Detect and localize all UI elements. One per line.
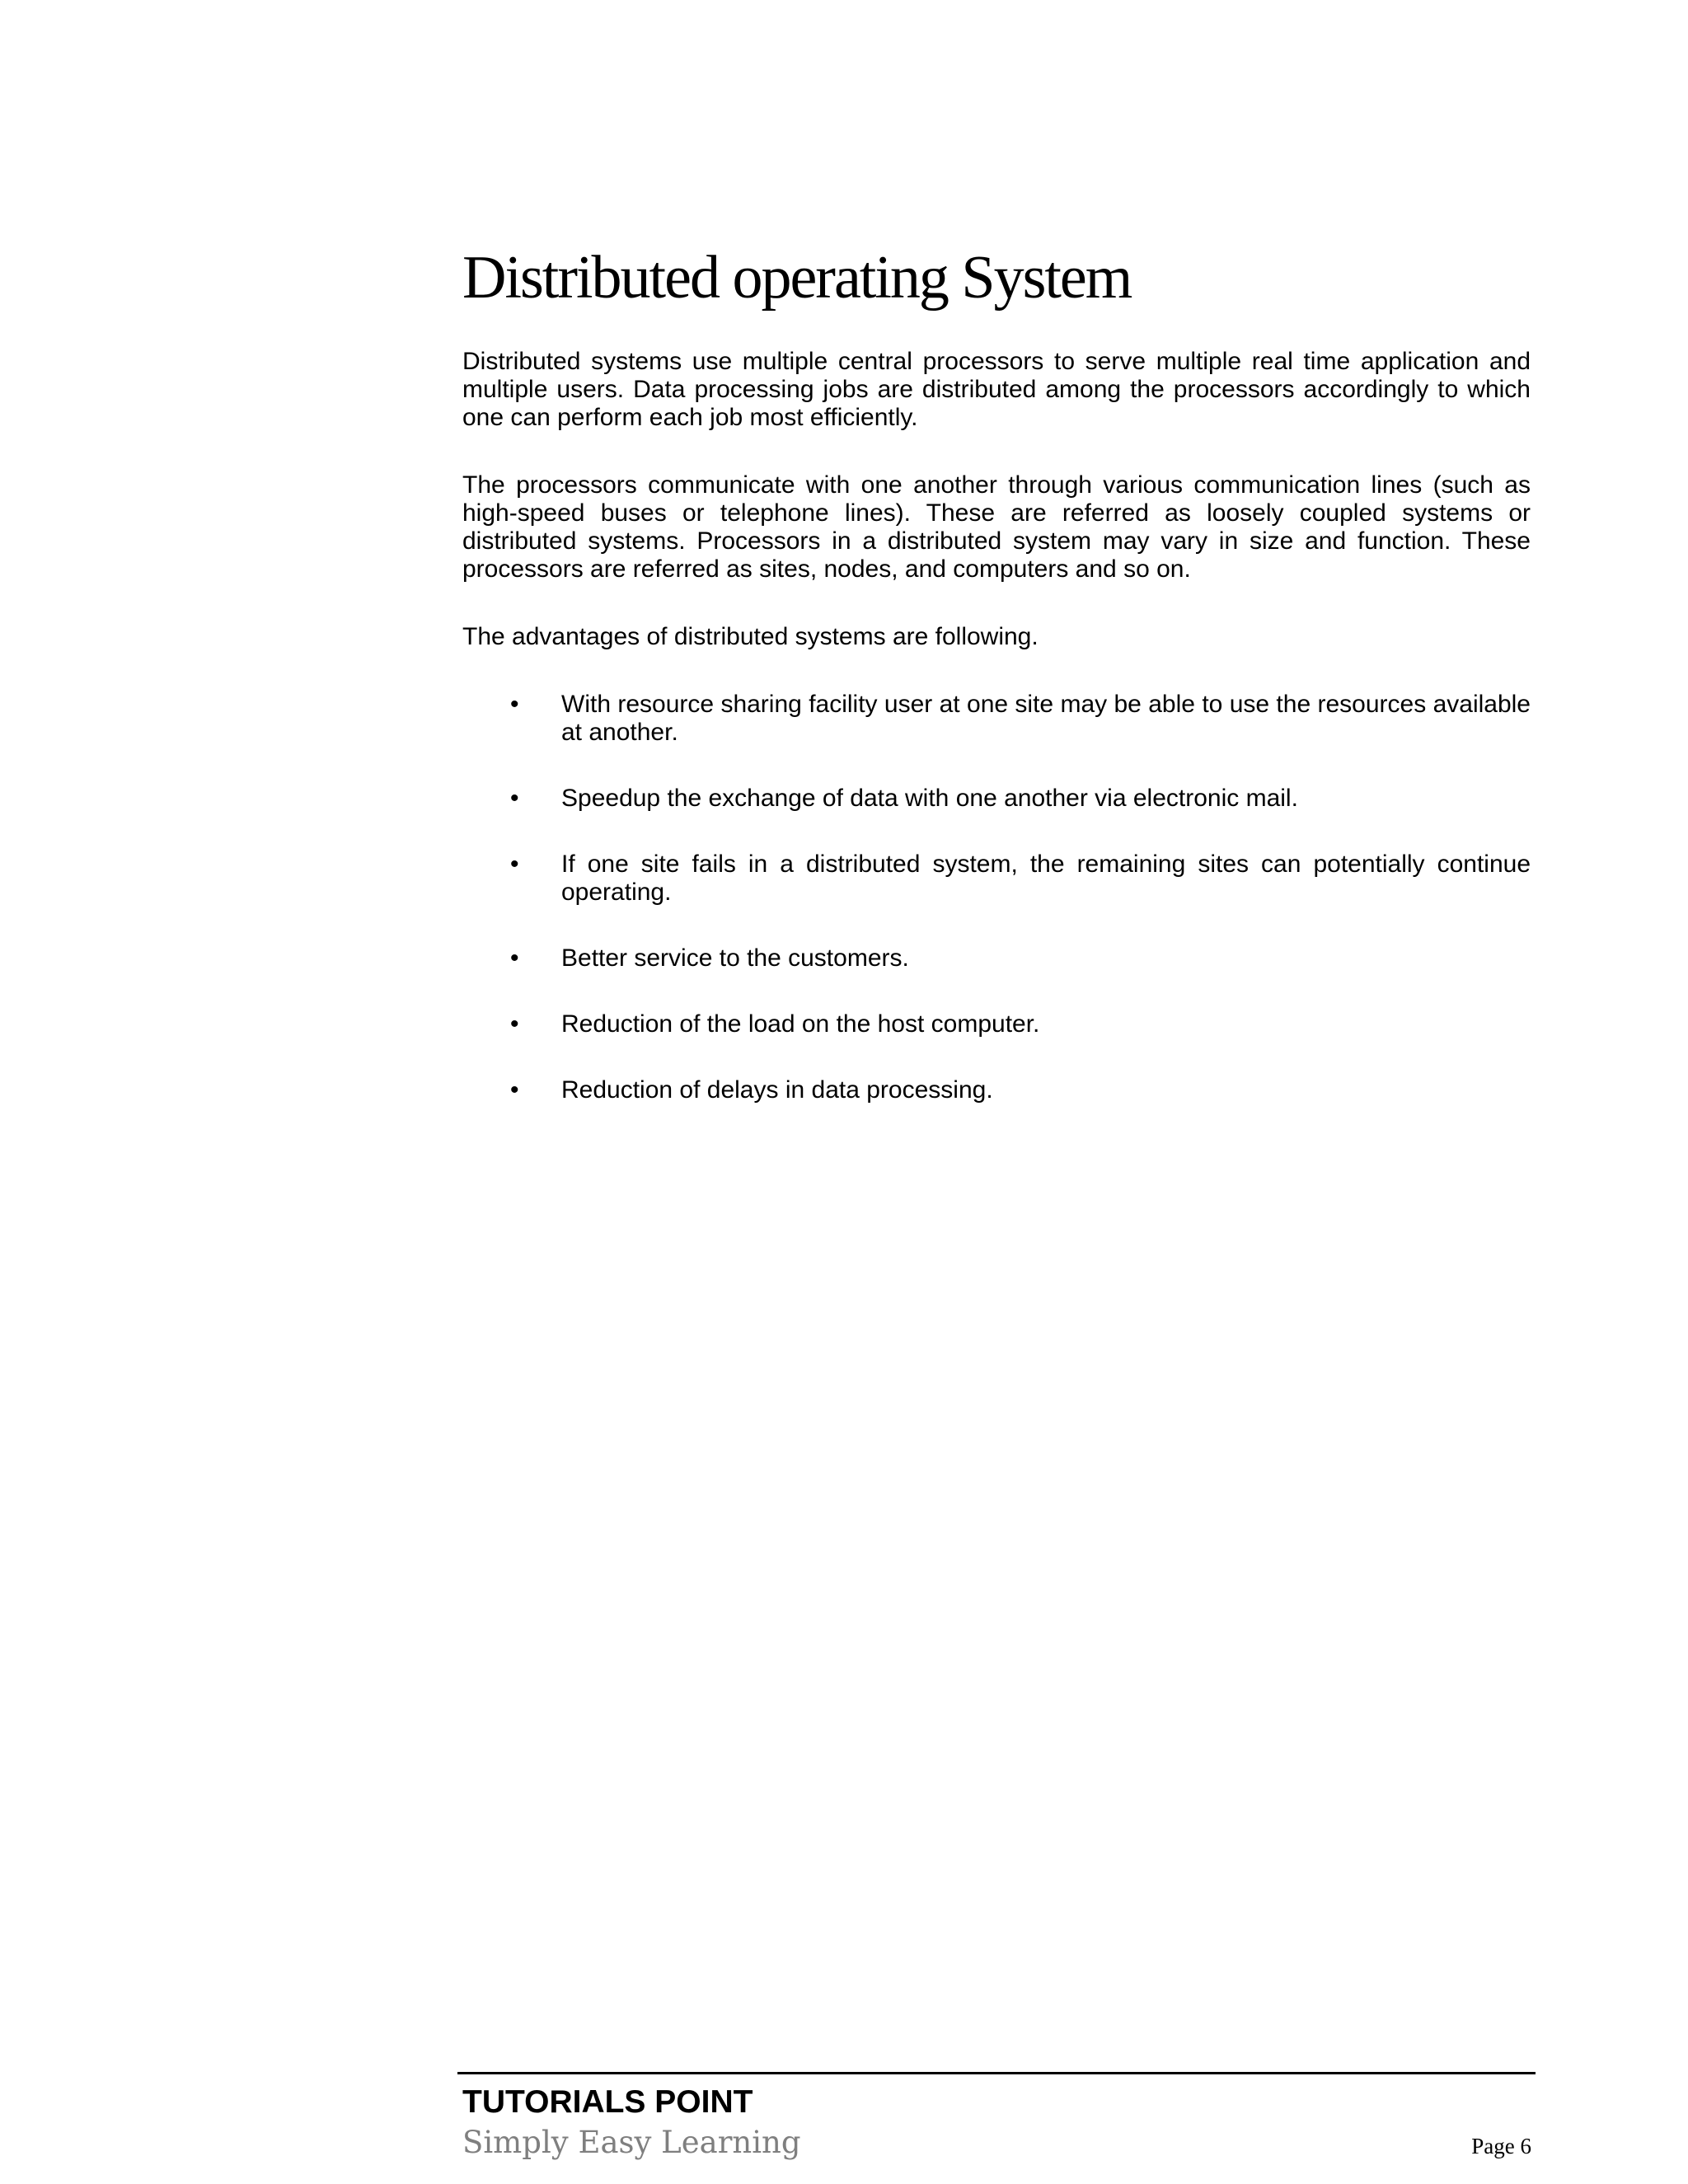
bullet-icon: • bbox=[510, 944, 519, 972]
bullet-icon: • bbox=[510, 1076, 519, 1104]
paragraph-intro: Distributed systems use multiple central processors to serve multiple real time application and multiple users. Data processing jobs are distributed among the processors accordingly to which one can perform each job most efficiently. bbox=[462, 348, 1531, 432]
list-item-text: Speedup the exchange of data with one another via electronic mail. bbox=[561, 785, 1298, 813]
bullet-icon: • bbox=[510, 785, 519, 813]
bullet-icon: • bbox=[510, 691, 519, 719]
list-item-text: If one site fails in a distributed system, the remaining sites can potentially continue operating. bbox=[561, 851, 1531, 907]
paragraph-advantages-lead: The advantages of distributed systems are following. bbox=[462, 623, 1039, 651]
list-item bbox=[462, 851, 1531, 907]
paragraph-communication: The processors communicate with one another through various communication lines (such as high-speed buses or telephone lines). These are referred as loosely coupled systems or distributed systems. Processors in a distributed system may vary in size and function. These processors are referred as sites, nodes, and computers and so on. bbox=[462, 471, 1531, 583]
list-item bbox=[462, 1076, 1531, 1104]
advantages-list bbox=[462, 691, 1531, 1104]
list-item bbox=[462, 691, 1531, 747]
footer-brand: TUTORIALS POINT bbox=[462, 2084, 753, 2120]
footer-tagline: Simply Easy Learning bbox=[462, 2125, 801, 2160]
page-number: Page 6 bbox=[1471, 2134, 1531, 2158]
list-item-text: Better service to the customers. bbox=[561, 944, 909, 972]
page-title: Distributed operating System bbox=[462, 244, 1132, 312]
footer-divider bbox=[457, 2072, 1536, 2074]
list-item bbox=[462, 785, 1531, 813]
list-item bbox=[462, 1010, 1531, 1038]
list-item-text: With resource sharing facility user at one site may be able to use the resources available at another. bbox=[561, 691, 1531, 747]
list-item bbox=[462, 944, 1531, 972]
bullet-icon: • bbox=[510, 1010, 519, 1038]
document-body bbox=[462, 243, 1531, 1142]
list-item-text: Reduction of the load on the host computer. bbox=[561, 1010, 1040, 1038]
bullet-icon: • bbox=[510, 851, 519, 879]
list-item-text: Reduction of delays in data processing. bbox=[561, 1076, 993, 1104]
